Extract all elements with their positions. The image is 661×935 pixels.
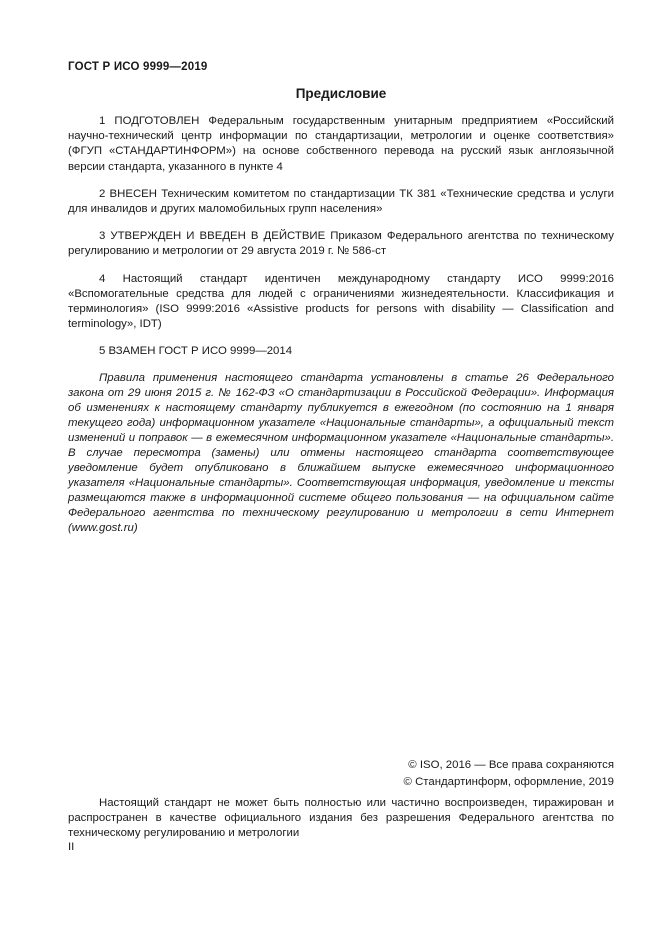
standard-designation: ГОСТ Р ИСО 9999—2019 [68,61,208,73]
page-number: II [68,841,75,853]
foreword-item-3: 3 УТВЕРЖДЕН И ВВЕДЕН В ДЕЙСТВИЕ Приказом Федерального агентства по техническому регулированию и метрологии от 29 августа 2019 г. № 586-ст [68,230,614,258]
foreword-item-4: 4 Настоящий стандарт идентичен международному стандарту ИСО 9999:2016 «Вспомогательные средства для людей с ограничениями жизнедеятельности. Классификация и терминология» (ISO 9999:2016 «Assistive products for persons with disability — Classification and terminology», IDT) [68,272,614,331]
legal-application-notice: Правила применения настоящего стандарта установлены в статье 26 Федерального закона от 29 июня 2015 г. № 162-ФЗ «О стандартизации в Российской Федерации». Информация об изменениях к настоящему стандарту публикуется в ежегодном (по состоянию на 1 января текущего года) информационном указателе «Национальные стандарты», а официальный текст изменений и поправок — в ежемесячном информационном указателе «Национальные стандарты». В случае пересмотра (замены) или отмены настоящего стандарта соответствующее уведомление будет опубликовано в ближайшем выпуске ежемесячного информационного указателя «Национальные стандарты». Соответствующая информация, уведомление и тексты размещаются также в информационной системе общего пользования — на официальном сайте Федерального агентства по техническому регулированию и метрологии в сети Интернет (www.gost.ru) [68,372,614,534]
foreword-item-2: 2 ВНЕСЕН Техническим комитетом по стандартизации ТК 381 «Технические средства и услуги для инвалидов и других маломобильных групп населения» [68,187,614,216]
page-title: Предисловие [295,86,387,101]
foreword-item-5: 5 ВЗАМЕН ГОСТ Р ИСО 9999—2014 [99,345,293,358]
copyright-iso: © ISO, 2016 — Все права сохраняются [408,759,614,771]
copyright-standartinform: © Стандартинформ, оформление, 2019 [403,775,614,788]
copyright-block [404,757,614,790]
foreword-item-1: 1 ПОДГОТОВЛЕН Федеральным государственным унитарным предприятием «Российский научно-технический центр информации по стандартизации, метрологии и оценке соответствия» (ФГУП «СТАНДАРТИНФОРМ») на основе собственного перевода на русский язык англоязычной версии стандарта, указанного в пункте 4 [68,115,614,173]
foreword-section [68,114,614,372]
reproduction-restriction-note: Настоящий стандарт не может быть полностью или частично воспроизведен, тиражирован и распространен в качестве официального издания без разрешения Федерального агентства по техническому регулированию и метрологии [68,797,614,840]
